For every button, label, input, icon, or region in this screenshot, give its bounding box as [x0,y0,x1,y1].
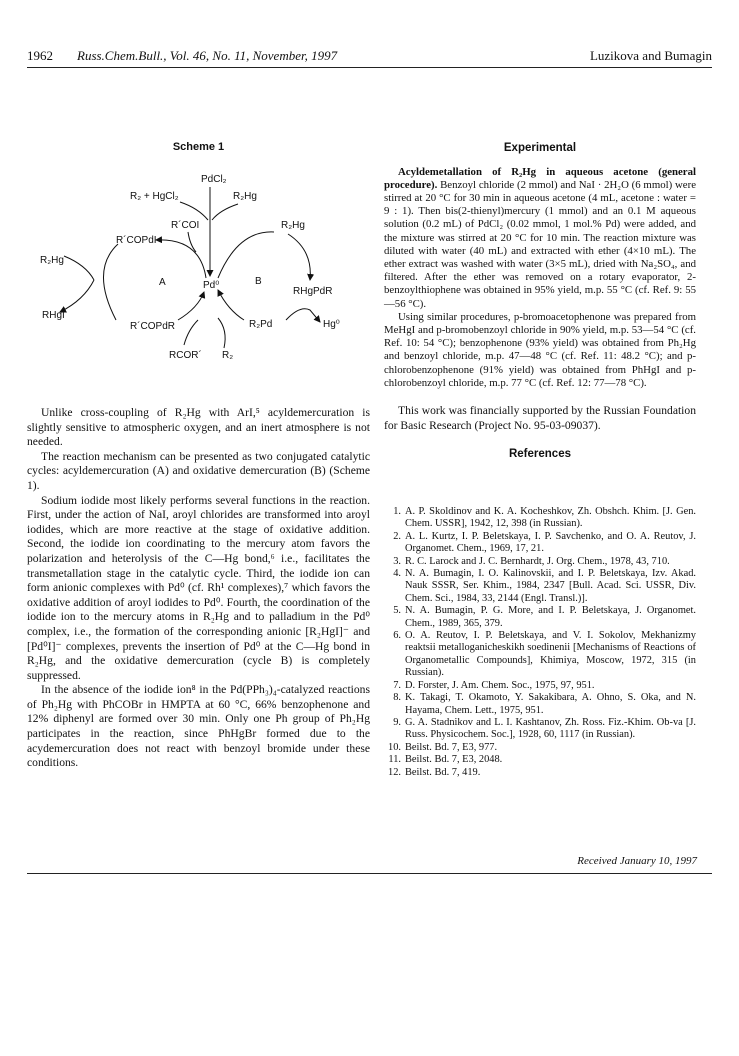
header-rule [27,67,712,68]
reference-item: 4. N. A. Bumagin, I. O. Kalinovskii, and I. P. Beletskaya, Izv. Akad. Nauk SSSR, Ser. Khim., 1984, 2347 [Bull. Acad. Sci. USSR, Div. Chem. Sci., 1984, 33, 2144 (Engl. Transl.)]. [393,568,696,604]
label-cycle-a: A [159,277,166,288]
reference-item: 5. N. A. Bumagin, P. G. More, and I. P. Beletskaya, J. Organomet. Chem., 1989, 365, 379. [393,605,696,629]
label-r2-hgcl2: R₂ + HgCl₂ [130,191,179,202]
label-rhgi: RHgI [42,310,65,321]
label-rcopdr: R´COPdR [130,321,176,332]
reaction-scheme [38,160,368,375]
scheme-arrows [60,187,320,348]
left-column [27,406,370,771]
page-number: 1962 [27,48,53,63]
label-rcor: RCOR´ [169,350,202,361]
reference-item: 12. Beilst. Bd. 7, 419. [388,766,481,778]
label-r2hg-left: R₂Hg [40,255,64,266]
reference-item: 10. Beilst. Bd. 7, E3, 977. [388,741,498,753]
scheme-title: Scheme 1 [172,141,225,153]
label-rcopdi: R´COPdI [116,235,157,246]
right-column [384,141,696,462]
running-header [27,48,712,66]
body-paragraph: The reaction mechanism can be presented as two conjugated catalytic cycles: acyldemercuration (A) and oxidative demercuration (B) (Scheme 1). [27,449,370,492]
label-r2hg-right: R₂Hg [281,220,305,231]
reference-item: 8. K. Takagi, T. Okamoto, Y. Sakakibara, A. Ohno, S. Oka, and N. Hayama, Chem. Lett., 1975, 951. [393,692,696,716]
received-date: Received January 10, 1997 [577,855,697,867]
acknowledgement: This work was financially supported by the Russian Foundation for Basic Research (Project No. 95-03-09037). [384,404,696,432]
reference-item: 6. O. A. Reutov, I. P. Beletskaya, and V. I. Sokolov, Mekhanizmy reaktsii metalloganicheskikh soedinenii [Mechanisms of Reactions of Organometallic Compounds], Khimiya, Moscow, 1972, 315 (in Russian). [393,630,696,679]
references-heading: References [508,448,571,461]
body-paragraph: Sodium iodide most likely performs several functions in the reaction. First, under the action of NaI, aroyl chlorides are transformed into aroyl iodides, which are more reactive at the stage of oxidative addition. Second, the iodide ion coordinating to the mercury atom favors the polarization and heterolysis of the C—Hg bond,⁶ i.e., facilitates the transmetallation stage in the catalytic cycle. Third, the iodide ion can form anionic complexes with Pd⁰ (cf. Rh¹ complexes),⁷ which favors the oxidative addition of aroyl iodides to Pd⁰. Fourth, the coordination of the iodide ion to the mercury atoms in R₂Hg and to palladium in the Pd⁰ complex, i.e., the formation of the corresponding anionic [R₂HgI]⁻ and [Pd⁰I]⁻ complexes, prevents the insertion of Pd⁰ at the C—Hg bond in R₂Hg, and the oxidative demercuration (cycle B) is completely suppressed. [27,493,370,682]
running-authors: Luzikova and Bumagin [589,48,712,63]
experimental-heading: Experimental [503,142,577,154]
experimental-paragraph: Using similar procedures, p-bromoacetophenone was prepared from MeHgI and p-bromobenzoyl chloride in 90% yield, m.p. 53—54 °C (cf. Ref. 10: 54 °C); benzophenone (93% yield) was obtained from Ph₂Hg and benzoyl chloride, m.p. 47—48 °C (cf. Ref. 11: 48.2 °C); and p-chlorobenzophenone (91% yield) was obtained from PhHgI and p-chlorobenzoyl chloride, m.p. 77 °C (cf. Ref. 12: 77—78 °C). [384,310,696,389]
label-rcoi: R´COI [171,220,200,231]
reference-item: 2. A. L. Kurtz, I. P. Beletskaya, I. P. Savchenko, and O. A. Reutov, J. Organomet. Chem., 1969, 17, 21. [393,530,696,555]
label-r2-bottom: R₂ [222,350,234,361]
reference-item: 9. G. A. Stadnikov and L. I. Kashtanov, Zh. Ross. Fiz.-Khim. Ob-va [J. Russ. Physicochem. Soc.], 1928, 60, 1117 (in Russian). [393,716,696,741]
label-r2pd: R₂Pd [249,319,273,330]
reference-item: 11. Beilst. Bd. 7, E3, 2048. [388,754,503,766]
label-rhgpdr: RHgPdR [293,286,333,297]
body-paragraph: In the absence of the iodide ion⁸ in the Pd(PPh₃)₄-catalyzed reactions of Ph₂Hg with PhCOBr in HMPTA at 60 °C, 66% benzophenone and 12% diphenyl are formed over 30 min. Only one Ph group of Ph₂Hg participates in the reaction, since PhHgBr formed due to the acydemercuration does not react with benzoyl bromide under these conditions. [27,683,370,770]
journal-citation: Russ.Chem.Bull., Vol. 46, No. 11, November, 1997 [77,48,338,63]
references-list [384,506,696,779]
label-pd0: Pd⁰ [203,280,220,291]
label-pdcl2: PdCl₂ [201,174,227,185]
label-hg0: Hg⁰ [323,319,340,330]
body-paragraph: Unlike cross-coupling of R₂Hg with ArI,⁵ acyldemercuration is slightly sensitive to atmospheric oxygen, and an inert atmosphere is not needed. [27,406,370,449]
label-cycle-b: B [255,276,262,287]
procedure-text: Benzoyl chloride (2 mmol) and NaI · 2H₂O (6 mmol) were stirred at 20 °C for 30 min in aqueous acetone (4 mL, acetone : water = 9 : 1). Then bis(2-thienyl)mercury (1 mmol) and an 0.1 M aqueous solution (0.2 mL) of PdCl₂ (0.02 mmol, 1 mol.% Pd) were added, and the mixture was stirred at 20 °C for 10 min. The reaction mixture was diluted with water (40 mL) and extracted with ether (4×10 mL). The ether extract was washed with water (3×5 mL), dried with Na₂SO₄, and filtered. After the ether was removed on a rotary evaporator, 2-benzoylthiophene was obtained in 95% yield, m.p. 55 °C (cf. Ref. 9: 55—56 °C). [384,178,696,310]
reference-item: 3. R. C. Larock and J. C. Bernhardt, J. Org. Chem., 1978, 43, 710. [393,555,670,567]
experimental-procedure [384,166,696,311]
procedure-title: Acyldemetallation of R₂Hg in aqueous acetone (general procedure). [384,165,696,191]
label-r2hg-top: R₂Hg [233,191,257,202]
footer-rule [27,873,712,874]
reference-item: 7. D. Forster, J. Am. Chem. Soc., 1975, 97, 951. [393,679,595,691]
reference-item: 1. A. P. Skoldinov and K. A. Kocheshkov, Zh. Obshch. Khim. [J. Gen. Chem. USSR], 1942, 12, 398 (in Russian). [393,506,696,530]
